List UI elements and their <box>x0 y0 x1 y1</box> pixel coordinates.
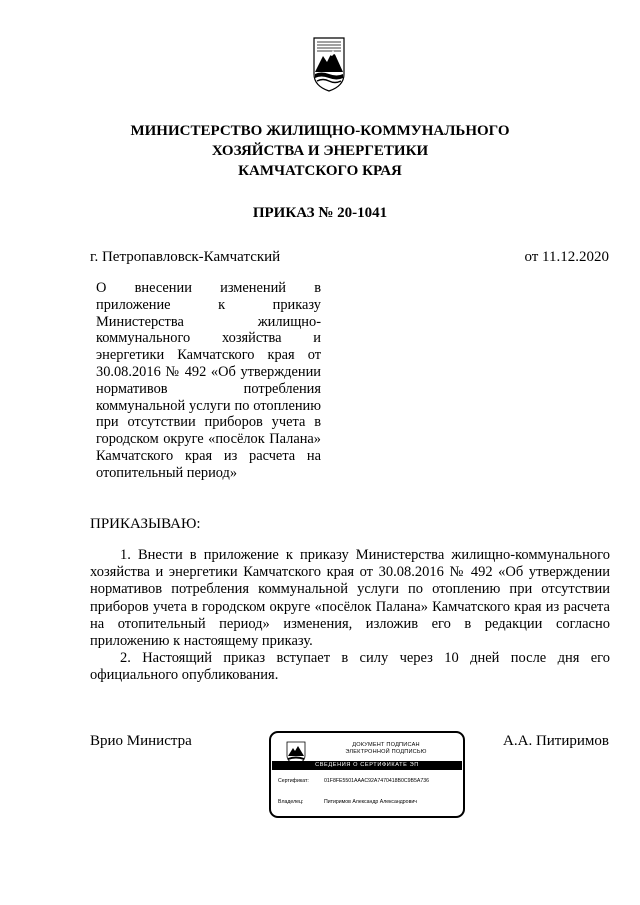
stamp-owner-label: Владелец: <box>278 799 304 805</box>
order-date: от 11.12.2020 <box>524 249 609 265</box>
stamp-certificate-label: Сертификат: <box>278 778 309 784</box>
stamp-certificate-value: 01F8FE5501AAAC92A7470418B0C9B5A736 <box>324 778 429 784</box>
city: г. Петропавловск-Камчатский <box>90 249 281 265</box>
stamp-line-2: ЭЛЕКТРОННОЙ ПОДПИСЬЮ <box>345 749 427 756</box>
order-title: ПРИКАЗ № 20-1041 <box>252 205 388 221</box>
stamp-owner-value: Питиримов Александр Александрович <box>324 799 417 805</box>
ministry-name <box>60 121 580 181</box>
paragraph-1: 1. Внести в приложение к приказу Министерства жилищно-коммунального хозяйства и энергетики Камчатского края от 30.08.2016 № 492 «Об утверждении нормативов потребления коммунальной услуги по отоплению при отсутствии приборов учета в городском округе «посёлок Палана» Камчатского края из расчета на отопительный период» изменения, изложив его в редакции согласно приложению к настоящему приказу. <box>90 547 610 650</box>
decree-word: ПРИКАЗЫВАЮ: <box>90 516 201 532</box>
order-body <box>90 547 610 685</box>
electronic-signature-stamp <box>269 731 465 818</box>
ministry-line-1: МИНИСТЕРСТВО ЖИЛИЩНО-КОММУНАЛЬНОГО <box>130 123 510 139</box>
signer-name: А.А. Питиримов <box>503 733 609 749</box>
stamp-certificate-bar: СВЕДЕНИЯ О СЕРТИФИКАТЕ ЭП <box>272 761 462 770</box>
stamp-owner-row <box>278 799 417 806</box>
stamp-line-1: ДОКУМЕНТ ПОДПИСАН <box>352 742 420 748</box>
order-subject: О внесении изменений в приложение к приказу Министерства жилищно-коммунального хозяйства и энергетики Камчатского края от 30.08.2016 № 492 «Об утверждении нормативов потребления коммунальной услуги по отоплению при отсутствии приборов учета в городском округе «посёлок Палана» Камчатского края из расчета на отопительный период» <box>96 280 321 481</box>
stamp-certificate-row <box>278 778 429 785</box>
stamp-heading <box>311 742 461 757</box>
ministry-line-2: ХОЗЯЙСТВА И ЭНЕРГЕТИКИ <box>211 143 429 159</box>
ministry-line-3: КАМЧАТСКОГО КРАЯ <box>238 163 402 179</box>
paragraph-2: 2. Настоящий приказ вступает в силу через 10 дней после дня его официального опубликования. <box>90 650 610 684</box>
kamchatka-emblem-icon <box>311 36 347 92</box>
signer-position: Врио Министра <box>90 733 192 749</box>
